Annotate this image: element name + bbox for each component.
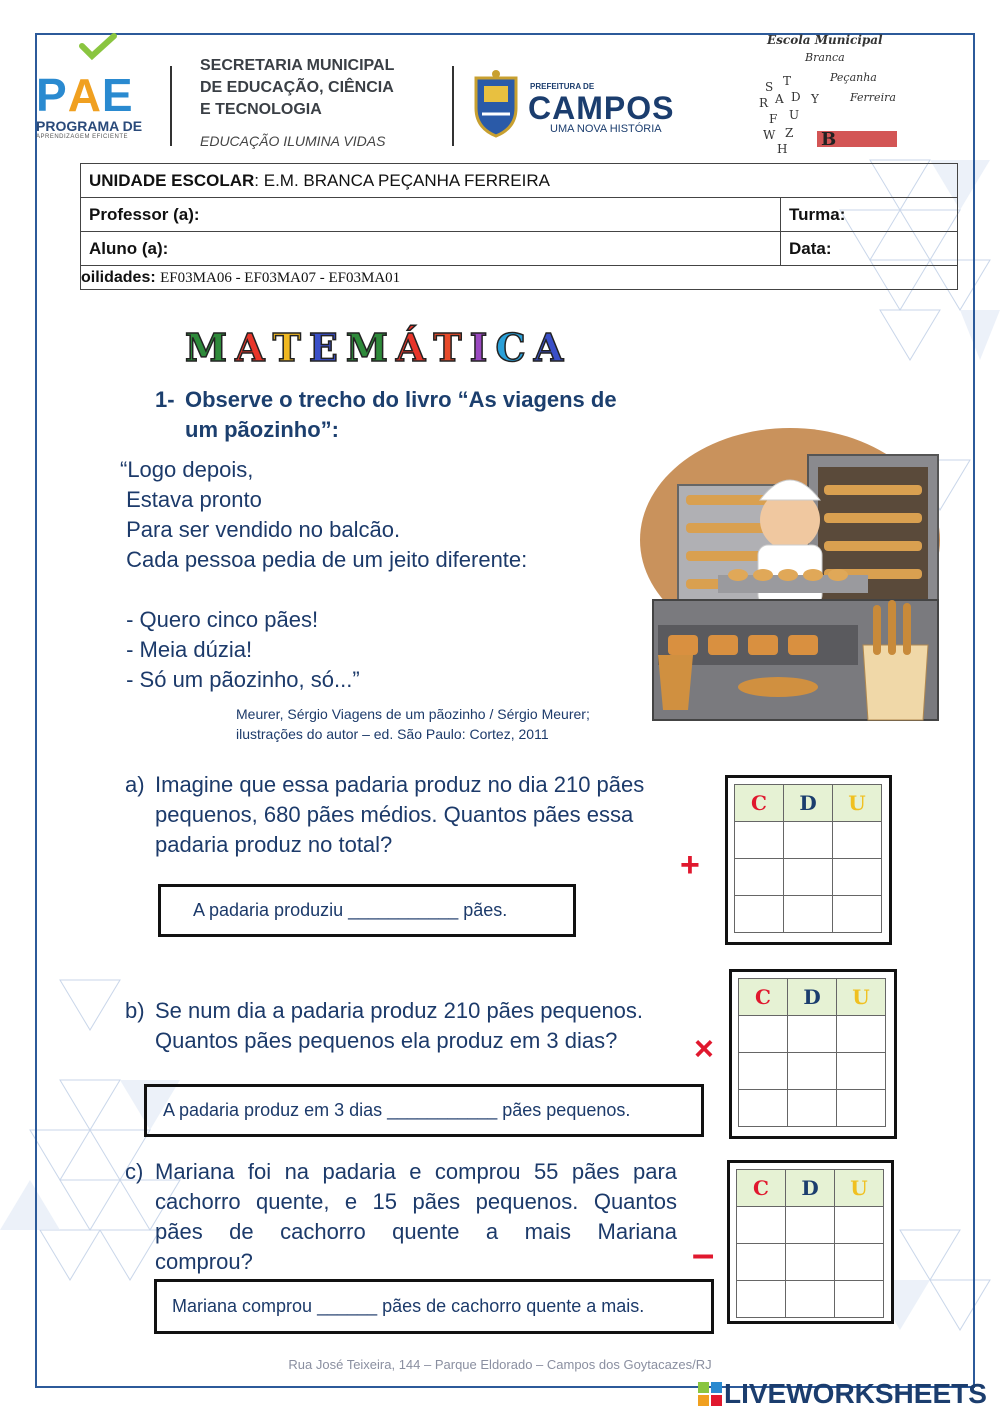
escola-logo: Escola Municipal Branca Peçanha Ferreira S T R A D Y F U W Z H B [755,33,905,158]
svg-text:W: W [763,128,776,142]
question-a-letter: a) [125,772,145,797]
cdu-grid-a [725,775,892,945]
svg-text:B: B [821,129,837,150]
grid-cell[interactable] [784,859,833,896]
svg-text:S: S [765,80,774,94]
grid-cell[interactable] [735,859,784,896]
habilidades-cell: oilidades: EF03MA06 - EF03MA07 - EF03MA01 [81,266,958,290]
pae-logo [36,69,146,157]
grid-cell[interactable] [786,1281,835,1318]
question-1-heading: 1- Observe o trecho do livro “As viagens de um pãozinho”: [155,387,617,442]
question-b-text: Se num dia a padaria produz 210 pães pequenos. Quantos pães pequenos ela produz em 3 dias? [155,998,644,1053]
question-c-text: Mariana foi na padaria e comprou 55 pães para cachorro quente, e 15 pães pequenos. Quantos pães de cachorro quente a mais Mariana comprou? [155,1159,677,1274]
minus-icon: – [692,1232,715,1276]
multiply-icon: × [694,1030,714,1068]
grid-cell[interactable] [835,1207,884,1244]
grid-cell[interactable] [835,1281,884,1318]
grid-cell[interactable] [784,896,833,933]
plus-icon: + [680,846,700,884]
checkmark-icon [78,32,118,62]
grid-cell[interactable] [833,822,882,859]
grid-cell[interactable] [735,822,784,859]
grid-cell[interactable] [735,896,784,933]
grid-cell[interactable] [833,896,882,933]
baker-illustration [638,425,943,723]
grid-cell[interactable] [737,1244,786,1281]
svg-text:U: U [789,108,800,122]
svg-text:H: H [777,142,788,156]
cdu-grid-c [727,1160,894,1324]
grid-cell[interactable] [739,1053,788,1090]
header-c: C [751,791,767,815]
slogan: EDUCAÇÃO ILUMINA VIDAS [200,133,386,149]
book-reference: Meurer, Sérgio Viagens de um pãozinho / Sérgio Meurer; ilustrações do autor – ed. São Paulo: Cortez, 2011 [236,706,590,742]
title-letter: E [308,325,338,370]
header-divider [452,66,454,146]
title-letter: T [433,325,462,370]
grid-cell[interactable] [833,859,882,896]
header-d: D [801,1176,819,1200]
secretaria-title: SECRETARIA MUNICIPAL DE EDUCAÇÃO, CIÊNCIA E TECNOLOGIA [200,57,395,118]
header-u: U [848,791,866,815]
grid-cell[interactable] [837,1053,886,1090]
grid-cell[interactable] [739,1090,788,1127]
answer-a-box[interactable]: A padaria produziu ___________ pães. [158,884,576,937]
pae-subtitle: APRENDIZAGEM EFICIENTE [36,134,129,140]
campos-name: CAMPOS [528,90,675,126]
svg-text:R: R [759,96,769,110]
answer-b-box[interactable]: A padaria produz em 3 dias ___________ pães pequenos. [144,1084,704,1137]
answer-c-box[interactable]: Mariana comprou ______ pães de cachorro quente a mais. [154,1279,714,1334]
pae-program-text: PROGRAMA DE [36,118,143,134]
svg-text:D: D [791,90,801,104]
question-c-letter: c) [125,1159,144,1184]
matematica-title [185,325,563,370]
svg-text:F: F [769,112,778,126]
liveworksheets-watermark: LIVEWORKSHEETS [698,1378,987,1410]
title-letter: I [469,325,488,370]
question-b-letter: b) [125,998,145,1023]
svg-text:Y: Y [811,92,819,106]
header-c: C [755,985,771,1009]
grid-cell[interactable] [784,822,833,859]
pae-letters: P A E [36,69,134,121]
book-excerpt: “Logo depois, Estava pronto Para ser vendido no balcão. Cada pessoa pedia de um jeito diferente: - Quero cinco pães! - Meia dúzia! - Só um pãozinho, só...” [120,457,528,692]
grid-cell[interactable] [788,1053,837,1090]
header-d: D [803,985,821,1009]
grid-cell[interactable] [786,1207,835,1244]
header-divider [170,66,172,146]
coat-of-arms-icon [470,70,522,138]
title-letter: C [495,325,526,370]
cdu-grid-b [729,969,897,1139]
title-letter: M [185,325,228,370]
title-letter: A [533,325,564,370]
grid-cell[interactable] [835,1244,884,1281]
unidade-escolar-cell: UNIDADE ESCOLAR: E.M. BRANCA PEÇANHA FERREIRA [81,164,958,198]
grid-cell[interactable] [788,1090,837,1127]
data-field[interactable]: Data: [781,232,958,266]
header-u: U [852,985,870,1009]
header-u: U [850,1176,868,1200]
turma-field[interactable]: Turma: [781,198,958,232]
footer-address: Rua José Teixeira, 144 – Parque Eldorado – Campos dos Goytacazes/RJ [288,1357,712,1372]
liveworksheets-logo-icon [698,1382,722,1406]
grid-cell[interactable] [737,1207,786,1244]
grid-cell[interactable] [788,1016,837,1053]
grid-cell[interactable] [786,1244,835,1281]
svg-text:A: A [775,92,784,106]
header-c: C [753,1176,769,1200]
grid-cell[interactable] [737,1281,786,1318]
title-letter: T [272,325,301,370]
svg-text:Z: Z [785,126,794,140]
grid-cell[interactable] [739,1016,788,1053]
campos-tagline: UMA NOVA HISTÓRIA [550,123,662,135]
title-letter: Á [395,325,426,370]
header-d: D [799,791,817,815]
grid-cell[interactable] [837,1016,886,1053]
question-a-text: Imagine que essa padaria produz no dia 210 pães pequenos, 680 pães médios. Quantos pães essa padaria produz no total? [155,772,645,857]
student-info-table [80,163,958,290]
campos-prefeitura: PREFEITURA DE [530,82,595,91]
title-letter: M [345,325,388,370]
alphabet-tree-icon [755,73,905,158]
grid-cell[interactable] [837,1090,886,1127]
professor-field[interactable]: Professor (a): [81,198,781,232]
svg-text:T: T [783,74,792,88]
aluno-field[interactable]: Aluno (a): [81,232,781,266]
title-letter: A [235,325,265,370]
